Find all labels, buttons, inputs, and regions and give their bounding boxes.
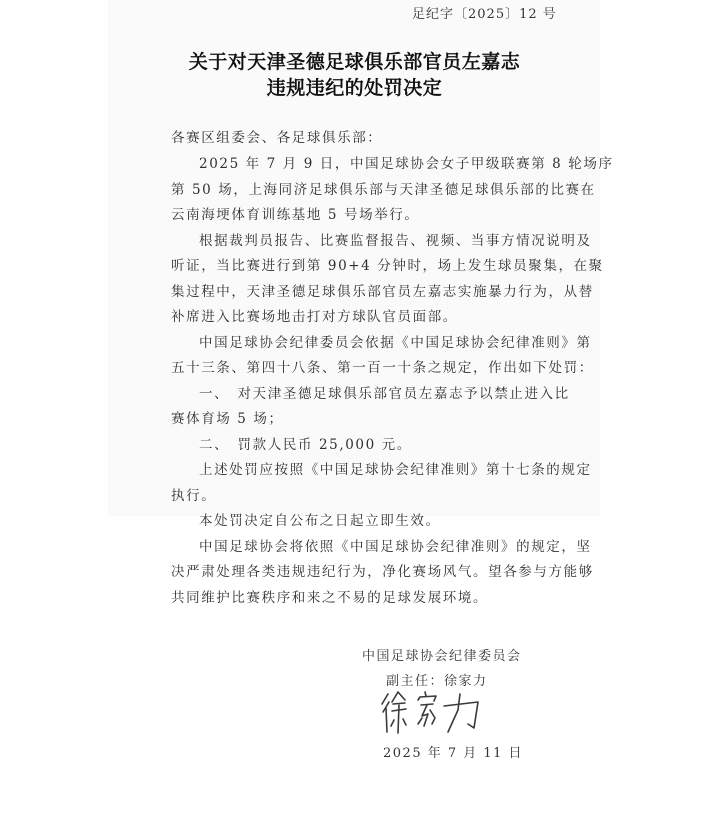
closing-paragraph-line-2: 决严肃处理各类违规违纪行为，净化赛场风气。望各参与方能够 xyxy=(171,564,594,580)
document-title-line-1: 关于对天津圣德足球俱乐部官员左嘉志 xyxy=(188,51,521,73)
penalty-item-2: 二、 罚款人民币 25,000 元。 xyxy=(199,437,412,453)
paragraph-1-line-2: 第 50 场，上海同济足球俱乐部与天津圣德足球俱乐部的比赛在 xyxy=(171,182,596,198)
paragraph-2-line-4: 补席进入比赛场地击打对方球队官员面部。 xyxy=(171,309,458,325)
paragraph-1-line-3: 云南海埂体育训练基地 5 号场举行。 xyxy=(171,207,420,223)
paragraph-2-line-1: 根据裁判员报告、比赛监督报告、视频、当事方情况说明及 xyxy=(199,233,592,249)
document-number: 足纪字〔2025〕12 号 xyxy=(412,7,557,22)
paragraph-2-line-3: 集过程中，天津圣德足球俱乐部官员左嘉志实施暴力行为，从替 xyxy=(171,284,594,300)
penalty-item-1-line-1: 一、 对天津圣德足球俱乐部官员左嘉志予以禁止进入比 xyxy=(199,386,570,402)
closing-paragraph-line-3: 共同维护比赛秩序和来之不易的足球发展环境。 xyxy=(171,590,489,606)
paragraph-3-line-2: 五十三条、第四十八条、第一百一十条之规定，作出如下处罚： xyxy=(171,360,594,376)
effective-clause: 本处罚决定自公布之日起立即生效。 xyxy=(199,513,441,529)
penalty-item-1-line-2: 赛体育场 5 场； xyxy=(171,411,284,427)
execution-clause-line-2: 执行。 xyxy=(171,488,217,504)
paragraph-3-line-1: 中国足球协会纪律委员会依据《中国足球协会纪律准则》第 xyxy=(199,335,592,351)
closing-paragraph-line-1: 中国足球协会将依照《中国足球协会纪律准则》的规定，坚 xyxy=(199,539,592,555)
handwritten-signature-icon xyxy=(378,688,488,738)
execution-clause-line-1: 上述处罚应按照《中国足球协会纪律准则》第十七条的规定 xyxy=(199,462,592,478)
paragraph-2-line-2: 听证，当比赛进行到第 90+4 分钟时，场上发生球员聚集，在聚 xyxy=(171,258,604,274)
addressee: 各赛区组委会、各足球俱乐部： xyxy=(171,130,383,146)
signature-date: 2025 年 7 月 11 日 xyxy=(383,746,524,761)
document-title-line-2: 违规违纪的处罚决定 xyxy=(266,77,443,99)
paragraph-1-line-1: 2025 年 7 月 9 日，中国足球协会女子甲级联赛第 8 轮场序 xyxy=(199,156,614,172)
signatory-position: 副主任：徐家力 xyxy=(386,674,488,689)
signatory-organization: 中国足球协会纪律委员会 xyxy=(362,649,522,664)
